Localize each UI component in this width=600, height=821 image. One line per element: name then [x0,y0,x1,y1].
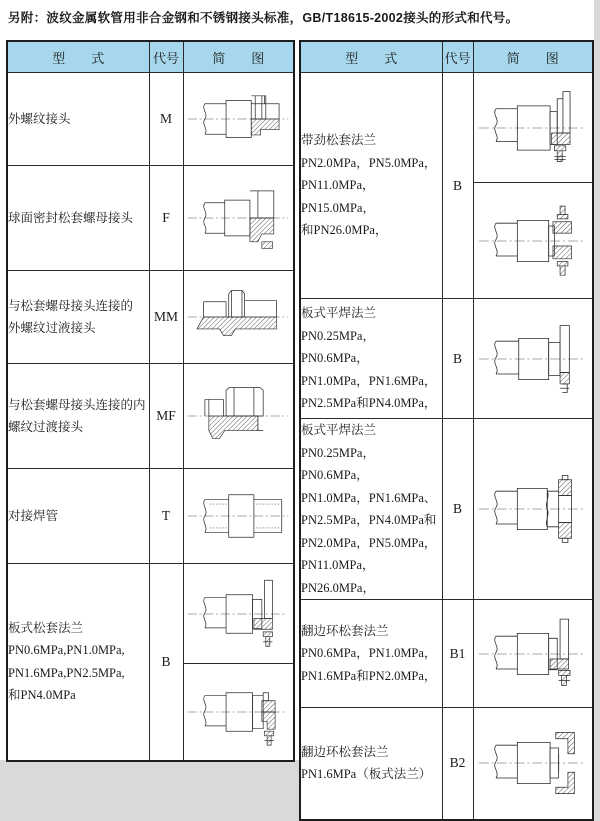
type-cell: 球面密封松套螺母接头 [7,166,149,271]
header-diagram: 简 图 [183,41,294,73]
table-row [7,469,294,564]
diagram-cell [183,469,294,564]
diagram-cell [183,664,294,761]
diagram-cell [183,564,294,664]
table-row [300,419,593,600]
male-female-adapter-diagram [185,368,291,464]
diagram-cell [473,600,593,708]
type-cell: 对接焊管 [7,469,149,564]
table-row [7,271,294,364]
spherical-loose-nut-joint-diagram [185,170,291,266]
right-table [299,40,594,821]
neck-loose-flange-diagram-b [476,188,590,294]
code-cell: M [149,73,183,166]
flared-ring-loose-flange-diagram [476,605,590,703]
butt-weld-pipe-diagram [185,472,291,560]
flared-ring-plate-flange-diagram [476,712,590,814]
code-cell: MF [149,364,183,469]
type-cell: 与松套螺母接头连接的 外螺纹过液接头 [7,271,149,364]
plate-loose-flange-diagram-b [185,667,291,757]
diagram-cell [473,708,593,820]
header-code: 代号 [149,41,183,73]
code-cell: B1 [442,600,473,708]
table-row [300,600,593,708]
left-table-header-row [7,41,294,73]
table-row [7,166,294,271]
code-cell: B [149,564,183,761]
diagram-cell [183,166,294,271]
table-row [300,708,593,820]
type-cell: 翻边环松套法兰 PN1.6MPa（板式法兰） [300,708,442,820]
page-title: 另附：波纹金属软管用非合金钢和不锈钢接头标准，GB/T18615-2002接头的形式和代号。 [8,11,519,25]
header-type: 型 式 [7,41,149,73]
diagram-cell [473,419,593,600]
neck-loose-flange-diagram-a [476,77,590,179]
plate-loose-flange-diagram-a [185,568,291,660]
diagram-cell [183,73,294,166]
header-diagram: 简 图 [473,41,593,73]
code-cell: B2 [442,708,473,820]
type-cell: 板式松套法兰 PN0.6MPa,PN1.0MPa, PN1.6MPa,PN2.5MPa, 和PN4.0MPa [7,564,149,761]
type-cell: 与松套螺母接头连接的内 螺纹过渡接头 [7,364,149,469]
plate-weld-flange-sym-diagram [476,454,590,564]
male-male-adapter-diagram [185,274,291,360]
type-cell: 带劲松套法兰 PN2.0MPa，PN5.0MPa， PN11.0MPa，PN15.0MPa， 和PN26.0MPa， [300,73,442,299]
type-cell: 板式平焊法兰 PN0.25MPa，PN0.6MPa， PN1.0MPa，PN1.6MPa、 PN2.5MPa，PN4.0MPa和 PN2.0MPa，PN5.0MPa， PN11.0MPa，PN26.0MPa， [300,419,442,600]
plate-weld-flange-diagram [476,305,590,413]
male-thread-joint-diagram [185,76,291,162]
code-cell: MM [149,271,183,364]
code-cell: B [442,419,473,600]
diagram-cell [473,183,593,299]
table-row [7,73,294,166]
left-table [6,40,295,762]
type-cell: 外螺纹接头 [7,73,149,166]
right-table-header-row [300,41,593,73]
header-type: 型 式 [300,41,442,73]
table-row [300,73,593,183]
diagram-cell [183,271,294,364]
diagram-cell [473,299,593,419]
table-row [300,299,593,419]
type-cell: 板式平焊法兰 PN0.25MPa，PN0.6MPa， PN1.0MPa，PN1.6MPa， PN2.5MPa和PN4.0MPa， [300,299,442,419]
code-cell: B [442,299,473,419]
table-row [7,364,294,469]
header-code: 代号 [442,41,473,73]
type-cell: 翻边环松套法兰 PN0.6MPa，PN1.0MPa， PN1.6MPa和PN2.0MPa， [300,600,442,708]
table-row [7,564,294,664]
diagram-cell [183,364,294,469]
code-cell: F [149,166,183,271]
tables-container [6,40,594,821]
code-cell: B [442,73,473,299]
diagram-cell [473,73,593,183]
code-cell: T [149,469,183,564]
